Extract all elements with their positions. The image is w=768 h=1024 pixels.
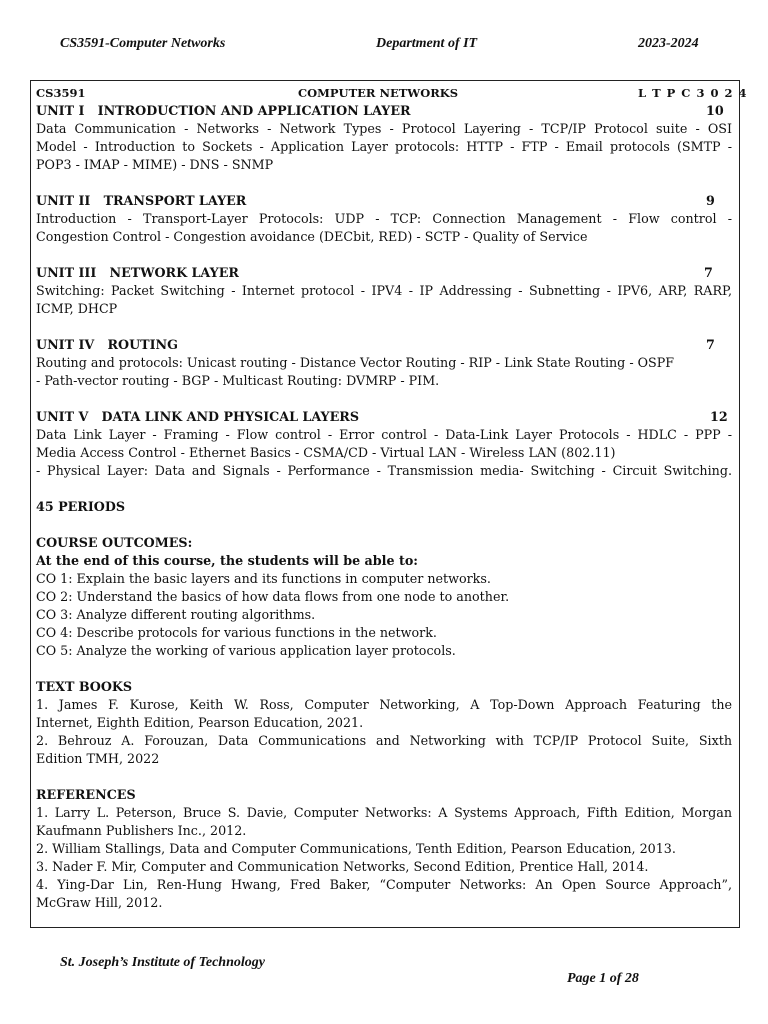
unit-title: UNIT V DATA LINK AND PHYSICAL LAYERS: [36, 409, 359, 424]
unit-text-line: - Path-vector routing - BGP - Multicast Routing: DVMRP - PIM.: [36, 373, 440, 388]
total-periods: 45 PERIODS: [36, 499, 125, 514]
course-outcome-item: CO 4: Describe protocols for various functions in the network.: [36, 625, 437, 640]
course-code: CS3591: [36, 86, 86, 100]
unit-title: UNIT II TRANSPORT LAYER: [36, 193, 247, 208]
unit-heading: [36, 408, 732, 426]
reference-line: 4. Ying-Dar Lin, Ren-Hung Hwang, Fred Baker, “Computer Networks: An Open Source Approach”,: [36, 877, 732, 892]
unit-text-line: Model - Introduction to Sockets - Application Layer protocols: HTTP - FTP - Email protocols (SMTP -: [36, 139, 732, 154]
unit-text-line: Introduction - Transport-Layer Protocols: UDP - TCP: Connection Management - Flow control -: [36, 211, 732, 226]
unit-text-line: Data Communication - Networks - Network Types - Protocol Layering - TCP/IP Protocol suite - OSI: [36, 121, 732, 136]
unit-hours: 10: [706, 103, 724, 118]
unit-text-line: Congestion Control - Congestion avoidance (DECbit, RED) - SCTP - Quality of Service: [36, 229, 588, 244]
reference-line: 3. Nader F. Mir, Computer and Communication Networks, Second Edition, Prentice Hall, 2014.: [36, 859, 649, 874]
header-department: Department of IT: [376, 36, 478, 51]
reference-line: 2. William Stallings, Data and Computer Communications, Tenth Edition, Pearson Education, 2013.: [36, 841, 676, 856]
footer-page-number: Page 1 of 28: [567, 971, 639, 986]
text-book-line: 1. James F. Kurose, Keith W. Ross, Computer Networking, A Top-Down Approach Featuring the: [36, 697, 732, 712]
unit-text-line: Media Access Control - Ethernet Basics - CSMA/CD - Virtual LAN - Wireless LAN (802.11): [36, 445, 616, 460]
reference-line: McGraw Hill, 2012.: [36, 895, 163, 910]
unit-text-line: ICMP, DHCP: [36, 301, 118, 316]
unit-hours: 9: [706, 193, 715, 208]
unit-title: UNIT III NETWORK LAYER: [36, 265, 239, 280]
unit-heading: [36, 336, 732, 354]
header-year: 2023-2024: [638, 36, 699, 51]
reference-line: Kaufmann Publishers Inc., 2012.: [36, 823, 247, 838]
unit-heading: [36, 264, 732, 282]
unit-text-line: Switching: Packet Switching - Internet protocol - IPV4 - IP Addressing - Subnetting - IPV6, ARP, RARP,: [36, 283, 732, 298]
course-outcome-item: CO 3: Analyze different routing algorithms.: [36, 607, 316, 622]
unit-title: UNIT IV ROUTING: [36, 337, 178, 352]
unit-hours: 12: [710, 409, 728, 424]
page-header: [0, 36, 768, 54]
unit-hours: 7: [706, 337, 715, 352]
text-book-line: 2. Behrouz A. Forouzan, Data Communications and Networking with TCP/IP Protocol Suite, Sixth: [36, 733, 732, 748]
unit-hours: 7: [704, 265, 713, 280]
unit-text-line: POP3 - IMAP - MIME) - DNS - SNMP: [36, 157, 274, 172]
unit-text-line: Routing and protocols: Unicast routing - Distance Vector Routing - RIP - Link State Routing - OSPF: [36, 355, 675, 370]
unit-text-line: Data Link Layer - Framing - Flow control - Error control - Data-Link Layer Protocols - HDLC - PPP -: [36, 427, 732, 442]
course-outcome-item: CO 1: Explain the basic layers and its functions in computer networks.: [36, 571, 491, 586]
course-title-row: [36, 84, 748, 102]
course-outcomes-intro: At the end of this course, the students will be able to:: [36, 553, 418, 568]
reference-line: 1. Larry L. Peterson, Bruce S. Davie, Computer Networks: A Systems Approach, Fifth Edition, Morgan: [36, 805, 732, 820]
unit-text-line: - Physical Layer: Data and Signals - Performance - Transmission media- Switching - Circuit Switching.: [36, 463, 732, 478]
unit-heading: [36, 192, 732, 210]
footer-institute: St. Joseph’s Institute of Technology: [60, 955, 265, 970]
course-outcome-item: CO 5: Analyze the working of various application layer protocols.: [36, 643, 456, 658]
references-heading: REFERENCES: [36, 787, 136, 802]
course-title: COMPUTER NETWORKS: [298, 86, 459, 100]
text-books-heading: TEXT BOOKS: [36, 679, 133, 694]
syllabus-content: [36, 84, 748, 912]
unit-heading: [36, 102, 732, 120]
unit-title: UNIT I INTRODUCTION AND APPLICATION LAYER: [36, 103, 411, 118]
header-course-code: CS3591-Computer Networks: [60, 36, 226, 51]
ltpc-credits: L T P C 3 0 2 4: [638, 86, 748, 100]
course-outcomes-heading: COURSE OUTCOMES:: [36, 535, 193, 550]
text-book-line: Internet, Eighth Edition, Pearson Education, 2021.: [36, 715, 364, 730]
text-book-line: Edition TMH, 2022: [36, 751, 160, 766]
course-outcome-item: CO 2: Understand the basics of how data flows from one node to another.: [36, 589, 510, 604]
